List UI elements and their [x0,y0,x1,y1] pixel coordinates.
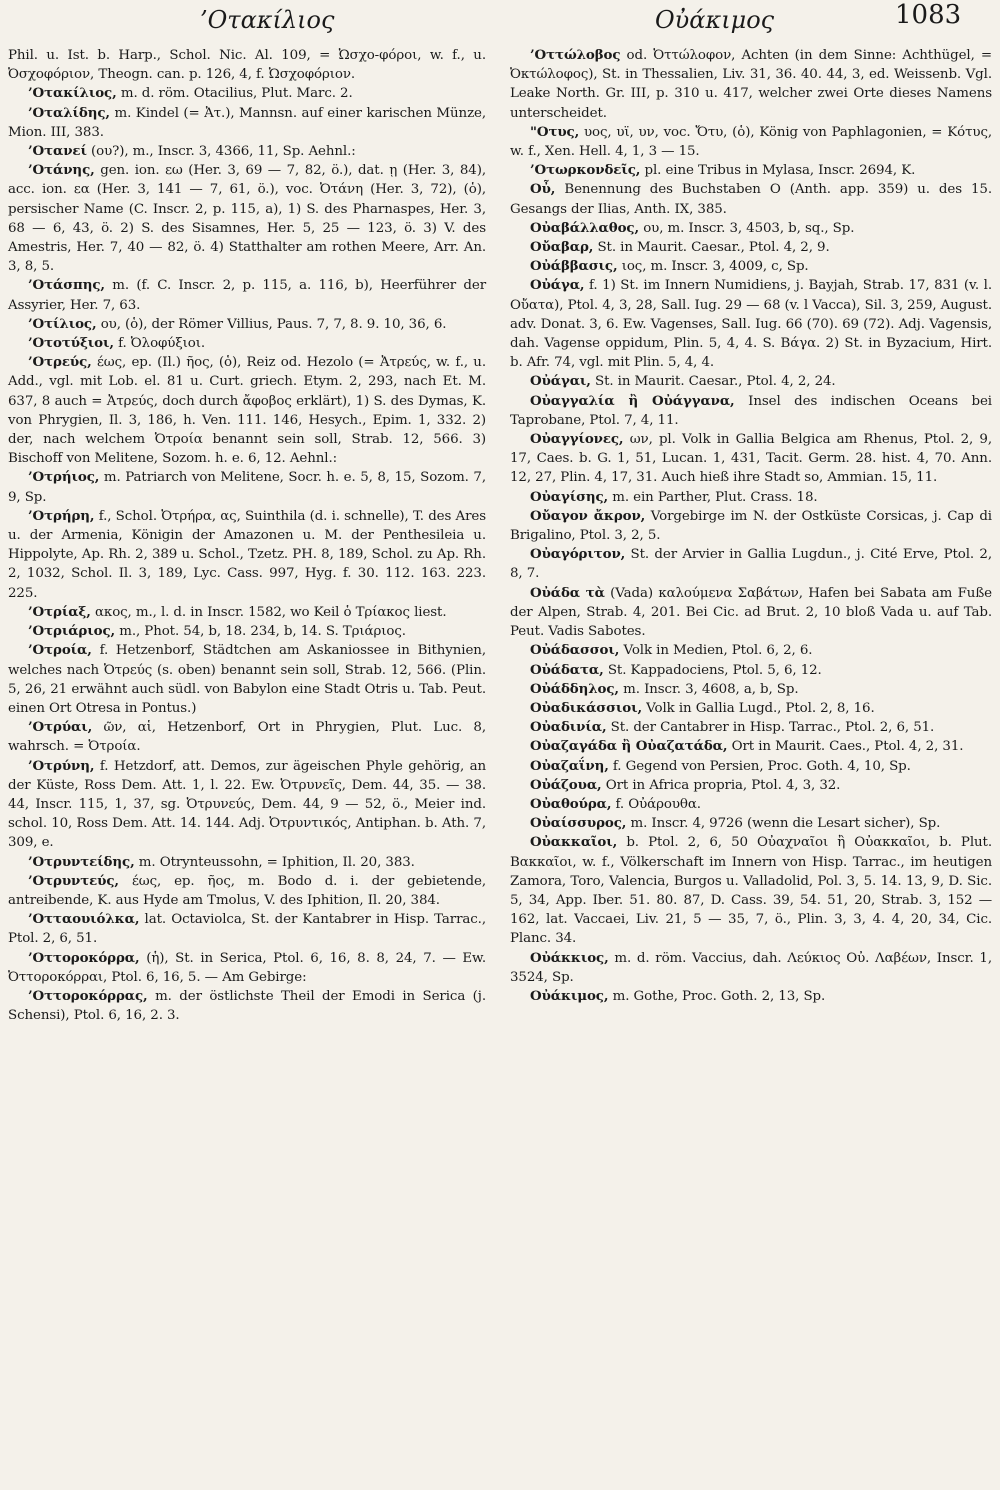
entry-text: m. ein Parther, Plut. Crass. 18. [608,489,818,505]
entry-text: m. Patriarch von Melitene, Socr. h. e. 5, 8, 15, Sozom. 7, 9, Sp. [8,470,486,505]
entry-headword: Οὔαγον ἄκρον, [530,507,646,524]
entry-text: m. Inscr. 3, 4608, a, b, Sp. [619,681,799,697]
entry-headword: "Οτυς, [530,123,580,140]
dictionary-entry [8,641,486,718]
entry-headword: ’Οτωρκονδεῖς, [530,162,641,179]
dictionary-entry [510,776,992,795]
entry-text: Volk in Gallia Lugd., Ptol. 2, 8, 16. [642,700,875,716]
left-column [8,46,486,1025]
entry-headword: Οὐάκιμος, [530,987,609,1004]
entry-headword: Οὐάδδηλος, [530,680,619,697]
entry-text: m. d. röm. Otacilius, Plut. Marc. 2. [116,86,353,102]
dictionary-entry [510,680,992,699]
entry-text: Phil. u. Ist. b. Harp., Schol. Nic. Al. 109, = Ὠσχο-φόροι, w. f., u. Ὀσχοφόριον, Theogn. can. p. 126, 4, f. Ὠσχοφόριον. [8,48,486,83]
entry-text: (ἡ), St. in Serica, Ptol. 6, 16, 8. 8, 24, 7. — Ew. Ὀττοροκόρραι, Ptol. 6, 16, 5. — Am Gebirge: [8,950,486,985]
entry-headword: ’Οτρύαι, [28,719,93,736]
dictionary-entry [8,46,486,84]
entry-text: έως, ep. (Il.) ῆος, (ὁ), Reiz od. Hezolo (= Ἀτρεύς, w. f., u. Add., vgl. mit Lob. el. 81 u. Curt. griech. Etym. 2, 293, nach Et. M. 637, 8 auch = Ἀτρεύς, doch durch ἄφοβος erklärt), 1) S. des Dymas, K. von Phrygien, Il. 3, 186, h. Ven. 111. 146, Hesych., Epim. 1, 332. 2) der, nach welchem Ὀτροία benannt sein soll, Strab. 12, 566. 3) Bischoff von Melitene, Sozom. h. e. 6, 12. Aehnl.: [8,355,486,467]
entry-text: ιος, m. Inscr. 3, 4009, c, Sp. [617,259,809,275]
dictionary-entry [8,757,486,853]
entry-text: lat. Octaviolca, St. der Kantabrer in Hisp. Tarrac., Ptol. 2, 6, 51. [8,912,486,947]
entry-text: ου, (ὁ), der Römer Villius, Paus. 7, 7, 8. 9. 10, 36, 6. [96,316,447,332]
running-head-left: ’Οτακίλιος [200,6,335,34]
entry-headword: Οὐάκκιος, [530,949,609,966]
entry-headword: Οὖ, [530,181,556,198]
entry-headword: Οὐάδατα, [530,661,604,678]
entry-text: f. Ὀλοφύξιοι. [113,336,206,352]
dictionary-entry [8,161,486,276]
right-column [510,46,992,1006]
dictionary-entry [8,353,486,468]
dictionary-entry [510,507,992,545]
entry-headword: Οὐάγαι, [530,373,591,390]
entry-headword: ’Οτροία, [28,642,92,659]
dictionary-entry [510,46,992,123]
dictionary-entry [8,468,486,506]
entry-headword: Οὐάββασις, [530,258,618,275]
entry-text: m. (f. C. Inscr. 2, p. 115, a. 116, b), Heerführer der Assyrier, Her. 7, 63. [8,278,486,313]
dictionary-entry [510,718,992,737]
entry-headword: Οὐαζαγάδα ἢ Οὐαζατάδα, [530,738,728,755]
entry-headword: Οὔαβαρ, [530,239,594,256]
entry-headword: ’Οττοροκόρρα, [28,949,140,966]
entry-headword: ’Οτοτύξιοι, [28,335,114,352]
dictionary-entry [8,276,486,314]
entry-text: Ort in Africa propria, Ptol. 4, 3, 32. [601,777,841,793]
dictionary-entry [8,853,486,872]
dictionary-entry [510,641,992,660]
entry-headword: ’Οτίλιος, [28,315,97,332]
entry-text: pl. eine Tribus in Mylasa, Inscr. 2694, K. [640,163,916,179]
dictionary-entry [510,123,992,161]
entry-text: έως, ep. ῆος, m. Bodo d. i. der gebietende, antreibende, K. aus Hyde am Tmolus, V. des Iphition, Il. 20, 384. [8,873,486,908]
entry-headword: ’Οτακίλιος, [28,85,117,102]
dictionary-entry [510,757,992,776]
dictionary-entry [8,987,486,1025]
entry-headword: ’Οτρήιος, [28,469,100,486]
entry-headword: Οὐαζαΐνη, [530,757,609,774]
dictionary-entry [510,661,992,680]
dictionary-entry [510,257,992,276]
dictionary-entry [510,392,992,430]
entry-text: Vorgebirge im N. der Ostküste Corsicas, j. Cap di Brigalino, Ptol. 3, 2, 5. [510,508,992,544]
entry-text: ακος, m., l. d. in Inscr. 1582, wo Keil ὁ Τρίακος liest. [90,604,447,620]
entry-headword: ’Οτρυντείδης, [28,853,135,870]
dictionary-entry [510,737,992,756]
entry-text: St. in Maurit. Caesar., Ptol. 4, 2, 24. [590,374,836,390]
entry-headword: Οὐαγγίονες, [530,431,624,448]
entry-text: υος, υϊ, υν, voc. Ὄτυ, (ὁ), König von Paphlagonien, = Κότυς, w. f., Xen. Hell. 4, 1, 3 — 15. [510,124,992,160]
entry-text: Ort in Maurit. Caes., Ptol. 4, 2, 31. [727,739,964,755]
dictionary-entry [510,949,992,987]
entry-text: m. Otrynteussohn, = Iphition, Il. 20, 383. [134,854,415,870]
entry-text: m., Phot. 54, b, 18. 234, b, 14. S. Τριάριος. [115,624,406,640]
page-number: 1083 [895,0,962,30]
dictionary-entry [510,699,992,718]
entry-headword: ’Οτριάριος, [28,623,116,640]
entry-text: Volk in Medien, Ptol. 6, 2, 6. [619,643,813,659]
entry-headword: ’Οττοροκόρρας, [28,987,148,1004]
entry-text: od. Ὀττώλοφον, Achten (in dem Sinne: Achthügel, = Ὀκτώλοφος), St. in Thessalien, Liv. 31, 36. 40. 44, 3, ed. Weissenb. Vgl. Leake North. Gr. III, p. 310 u. 417, welcher zwei Orte dieses Namens unterscheidet. [510,48,992,121]
entry-headword: ’Οτανεί [28,143,87,160]
dictionary-entry [510,372,992,391]
entry-text: m. Kindel (= Ἀτ.), Mannsn. auf einer karischen Münze, Mion. III, 383. [8,105,486,140]
dictionary-entry [510,430,992,488]
entry-headword: ’Οτάσπης, [28,277,105,294]
page-header [0,0,1000,40]
dictionary-entry [510,795,992,814]
entry-text: ῶν, αἱ, Hetzenborf, Ort in Phrygien, Plut. Luc. 8, wahrsch. = Ὀτροία. [8,720,486,755]
entry-headword: Οὐαγγαλία ἢ Οὐάγγανα, [530,392,735,409]
entry-headword: Οὐαγόριτον, [530,546,626,563]
dictionary-entry [8,872,486,910]
dictionary-entry [510,488,992,507]
dictionary-entry [8,334,486,353]
entry-text: St. in Maurit. Caesar., Ptol. 4, 2, 9. [593,240,830,256]
entry-headword: ’Οτρίαξ, [28,603,91,620]
entry-headword: ’Οττώλοβος [530,47,621,63]
entry-text: f. Hetzdorf, att. Demos, zur ägeischen Phyle gehörig, an der Küste, Ross Dem. Att. 1, l. 22. Ew. Ὀτρυνεῖς, Dem. 44, 35. — 38. 44, Inscr. 115, 1, 37, sg. Ὀτρυνεύς, Dem. 44, 9 — 52, ö., Meier ind. schol. 10, Ross Dem. Att. 14. 144. Adj. Ὀτρυντικός, Antiphan. b. Ath. 7, 309, e. [8,758,486,851]
dictionary-entry [510,987,992,1006]
dictionary-entry [510,219,992,238]
entry-headword: Οὐάγα, [530,277,585,294]
entry-text: f. Hetzenborf, Städtchen am Askaniossee in Bithynien, welches nach Ὀτρεύς (s. oben) benannt sein soll, Strab. 12, 566. (Plin. 5, 26, 21 erwähnt auch südl. von Babylon eine Stadt Otris u. Tab. Peut. einen Ort Otresa in Pontus.) [8,643,486,716]
entry-text: m. Gothe, Proc. Goth. 2, 13, Sp. [608,988,826,1004]
dictionary-entry [8,910,486,948]
entry-text: gen. ion. εω (Her. 3, 69 — 7, 82, ö.), dat. ῃ (Her. 3, 84), acc. ion. εα (Her. 3, 141 — 7, 61, ö.), voc. Ὀτάνη (Her. 3, 72), (ὁ), persischer Name (C. Inscr. 2, p. 115, a), 1) S. des Pharnaspes, Her. 3, 68 — 6, 43, ö. 2) S. des Sisamnes, Her. 5, 25 — 123, ö. 3) V. des Amestris, Her. 7, 40 — 82, ö. 4) Statthalter am rothen Meere, Arr. An. 3, 8, 5. [8,163,486,275]
dictionary-entry [510,584,992,642]
entry-headword: Οὐάζουα, [530,776,602,793]
dictionary-entry [8,622,486,641]
running-head-right: Οὐάκιμος [655,6,775,34]
entry-text: St. der Cantabrer in Hisp. Tarrac., Ptol. 2, 6, 51. [606,720,935,736]
dictionary-entry [510,833,992,948]
dictionary-entry [8,84,486,103]
entry-headword: ’Οτρεύς, [28,354,92,371]
entry-headword: Οὐαδικάσσιοι, [530,699,643,716]
dictionary-entry [8,104,486,142]
dictionary-entry [510,545,992,583]
dictionary-entry [8,315,486,334]
entry-text: b. Ptol. 2, 6, 50 Οὐαχναῖοι ἢ Οὐακκαῖοι, b. Plut. Βακκαῖοι, w. f., Völkerschaft im Innern von Hisp. Tarrac., im heutigen Zamora, Toro, Valencia, Burgos u. Valladolid, Pol. 3, 5. 14. 13, 9, D. Sic. 5, 34, App. Iber. 51. 80. 87, D. Cass. 39, 54. 51, 20, Strab. 3, 152 — 162, lat. Vaccaei, Liv. 21, 5 — 35, 7, ö., Plin. 3, 3, 4. 4, 20, 34, Cic. Planc. 34. [510,835,992,947]
entry-headword: Οὐαθούρα, [530,795,612,812]
entry-headword: ’Οτταουιόλκα, [28,911,140,928]
entry-headword: Οὐαβάλλαθος, [530,219,640,236]
entry-headword: Οὐακκαῖοι, [530,834,618,851]
entry-text: St. Kappadociens, Ptol. 5, 6, 12. [603,662,822,678]
entry-text: m. d. röm. Vaccius, dah. Λεύκιος Οὐ. Λαβέων, Inscr. 1, 3524, Sp. [510,950,992,985]
entry-headword: Οὐάδα τὰ [530,584,605,601]
dictionary-entry [8,949,486,987]
entry-headword: Οὐαίσσυρος, [530,815,627,832]
dictionary-entry [510,814,992,833]
entry-text: ων, pl. Volk in Gallia Belgica am Rhenus, Ptol. 2, 9, 17, Caes. b. G. 1, 51, Lucan. 1, 431, Tacit. Germ. 28. hist. 4, 70. Ann. 12, 27, Plin. 4, 17, 31. Auch hieß ihre Stadt so, Ammian. 15, 11. [510,432,992,486]
dictionary-entry [510,161,992,180]
entry-headword: ’Οτρύνη, [28,757,95,774]
dictionary-entry [510,180,992,218]
entry-text: ου, m. Inscr. 3, 4503, b, sq., Sp. [639,220,855,236]
entry-text: f., Schol. Ὀτρήρα, ας, Suinthila (d. i. schnelle), T. des Ares u. der Armenia, Königin der Amazonen u. M. der Penthesileia u. Hippolyte, Ap. Rh. 2, 389 u. Schol., Tzetz. PH. 8, 189, Schol. zu Ap. Rh. 2, 1032, Schol. Il. 3, 189, Lyc. Cass. 997, Hyg. f. 30. 112. 163. 223. 225. [8,508,486,601]
entry-text: f. Gegend von Persien, Proc. Goth. 4, 10, Sp. [608,758,911,774]
entry-headword: Οὐαγίσης, [530,488,609,505]
entry-headword: ’Οτρυντεύς, [28,872,119,889]
dictionary-entry [510,238,992,257]
entry-headword: ’Οτρήρη, [28,507,95,524]
entry-text: m. der östlichste Theil der Emodi in Serica (j. Schensi), Ptol. 6, 16, 2. 3. [8,988,486,1024]
entry-headword: ’Οταλίδης, [28,104,110,121]
dictionary-entry [510,276,992,372]
dictionary-entry [8,142,486,161]
entry-text: f. Οὐάρουθα. [611,796,701,812]
entry-text: Insel des indischen Oceans bei Taprobane, Ptol. 7, 4, 11. [510,393,992,428]
entry-text: Benennung des Buchstaben O (Anth. app. 359) u. des 15. Gesangs der Ilias, Anth. IX, 385. [510,182,992,217]
entry-text: (Vada) καλούμενα Σαβάτων, Hafen bei Sabata am Fuße der Alpen, Strab. 4, 201. Bei Cic. ad Brut. 2, 10 bloß Vada u. auf Tab. Peut. Vadis Sabotes. [510,585,992,640]
dictionary-entry [8,718,486,756]
dictionary-entry [8,507,486,603]
entry-headword: ’Οτάνης, [28,162,95,179]
entry-headword: Οὐαδινία, [530,719,607,736]
entry-text: f. 1) St. im Innern Numidiens, j. Bayjah, Strab. 17, 831 (v. l. Οὔατα), Ptol. 4, 3, 28, Sall. Iug. 29 — 68 (v. l Vacca), Sil. 3, 259, August. adv. Donat. 3, 6. Ew. Vagenses, Sall. Iug. 66 (70). 69 (72). Adj. Vagensis, dah. Vagense oppidum, Plin. 5, 4, 4. S. Βάγα. 2) St. in Byzacium, Hirt. b. Afr. 74, vgl. mit Plin. 5, 4, 4. [510,278,992,371]
entry-text: (ου?), m., Inscr. 3, 4366, 11, Sp. Aehnl.: [86,144,356,160]
entry-text: m. Inscr. 4, 9726 (wenn die Lesart sicher), Sp. [626,816,941,832]
dictionary-entry [8,603,486,622]
entry-headword: Οὐάδασσοι, [530,642,620,659]
entry-text: St. der Arvier in Gallia Lugdun., j. Cité Erve, Ptol. 2, 8, 7. [510,547,992,582]
